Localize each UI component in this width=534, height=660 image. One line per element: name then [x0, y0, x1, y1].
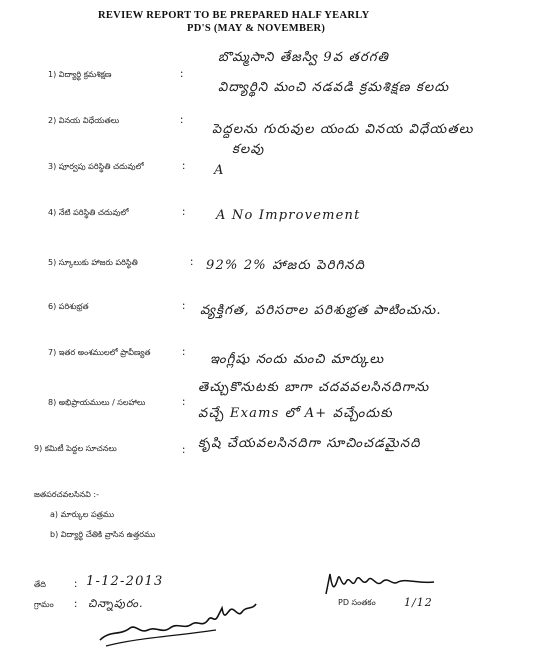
field-colon: :	[182, 204, 186, 218]
pd-signature-date: 1/12	[404, 596, 433, 609]
place-label: గ్రామం	[34, 600, 54, 609]
attachments-heading: జతపరచవలసినవి :-	[34, 490, 99, 499]
answer-attendance: 92% 2% హాజరు పెరిగినది	[206, 258, 366, 273]
answer-previous-status: A	[214, 163, 225, 178]
date-value: 1-12-2013	[86, 574, 164, 589]
field-label-current-status: 4) నేటి పరిస్థితి చదువులో	[48, 208, 129, 217]
field-colon: :	[182, 158, 186, 172]
answer-discipline-line1: బొమ్మసాని తేజస్వి 9వ తరగతి	[218, 50, 390, 65]
field-colon: :	[182, 344, 186, 358]
field-label-previous-status: 3) పూర్వపు పరిస్థితి చదువులో	[48, 162, 144, 171]
date-label: తేది	[34, 580, 46, 589]
headmaster-signature	[96, 600, 266, 650]
attachment-student-letter: b) విద్యార్థి చేతికి వ్రాసిన ఉత్తరము	[50, 530, 156, 539]
report-title: REVIEW REPORT TO BE PREPARED HALF YEARLY	[98, 10, 370, 21]
answer-committee-suggestions: కృషి చేయవలసినదిగా సూచించడమైనది	[198, 436, 421, 451]
field-label-committee-suggestions: 9) కమిటీ పెద్దల సూచనలు	[34, 444, 117, 453]
pd-signature-label: PD సంతకం	[338, 598, 376, 607]
field-colon: :	[182, 298, 186, 312]
field-label-discipline: 1) విద్యార్థి క్రమశిక్షణ	[48, 70, 112, 79]
answer-cleanliness: వ్యక్తిగత, పరిసరాల పరిశుభ్రత పాటించును.	[200, 303, 442, 318]
field-colon: :	[180, 66, 184, 80]
field-label-opinions: 8) అభిప్రాయములు / సలహాలు	[48, 398, 146, 407]
attachment-marks-sheet: a) మార్కుల పత్రము	[50, 510, 115, 519]
field-colon: :	[74, 596, 78, 610]
field-label-humility: 2) వినయ విధేయతలు	[48, 116, 120, 125]
pd-signature	[322, 568, 442, 598]
answer-discipline-line2: విద్యార్థిని మంచి నడవడి క్రమశిక్షణ కలదు	[218, 80, 450, 95]
field-colon: :	[74, 576, 78, 590]
answer-opinions-line2: వచ్చే Exams లో A+ వచ్చేందుకు	[198, 406, 393, 421]
answer-opinions-line1: తెచ్చుకొనుటకు బాగా చదవవలసినదిగాను	[198, 380, 430, 395]
answer-current-status: A No Improvement	[216, 208, 361, 223]
answer-humility-line1: పెద్దలను గురువుల యందు వినయ విధేయతలు	[212, 122, 474, 137]
answer-humility-line2: కలవు	[232, 142, 265, 157]
field-label-attendance: 5) స్కూలుకు హాజరు పరిస్థితి	[48, 258, 138, 267]
field-label-other-skills: 7) ఇతర అంశములలో ప్రావీణ్యత	[48, 348, 151, 357]
field-label-cleanliness: 6) పరిశుభ్రత	[48, 302, 89, 311]
report-subtitle: PD'S (MAY & NOVEMBER)	[187, 23, 326, 34]
field-colon: :	[190, 254, 194, 268]
place-value: చిన్నాపురం.	[88, 597, 144, 610]
answer-other-skills: ఇంగ్లీషు నందు మంచి మార్కులు	[210, 352, 385, 367]
field-colon: :	[182, 442, 186, 456]
field-colon: :	[182, 394, 186, 408]
field-colon: :	[180, 112, 184, 126]
